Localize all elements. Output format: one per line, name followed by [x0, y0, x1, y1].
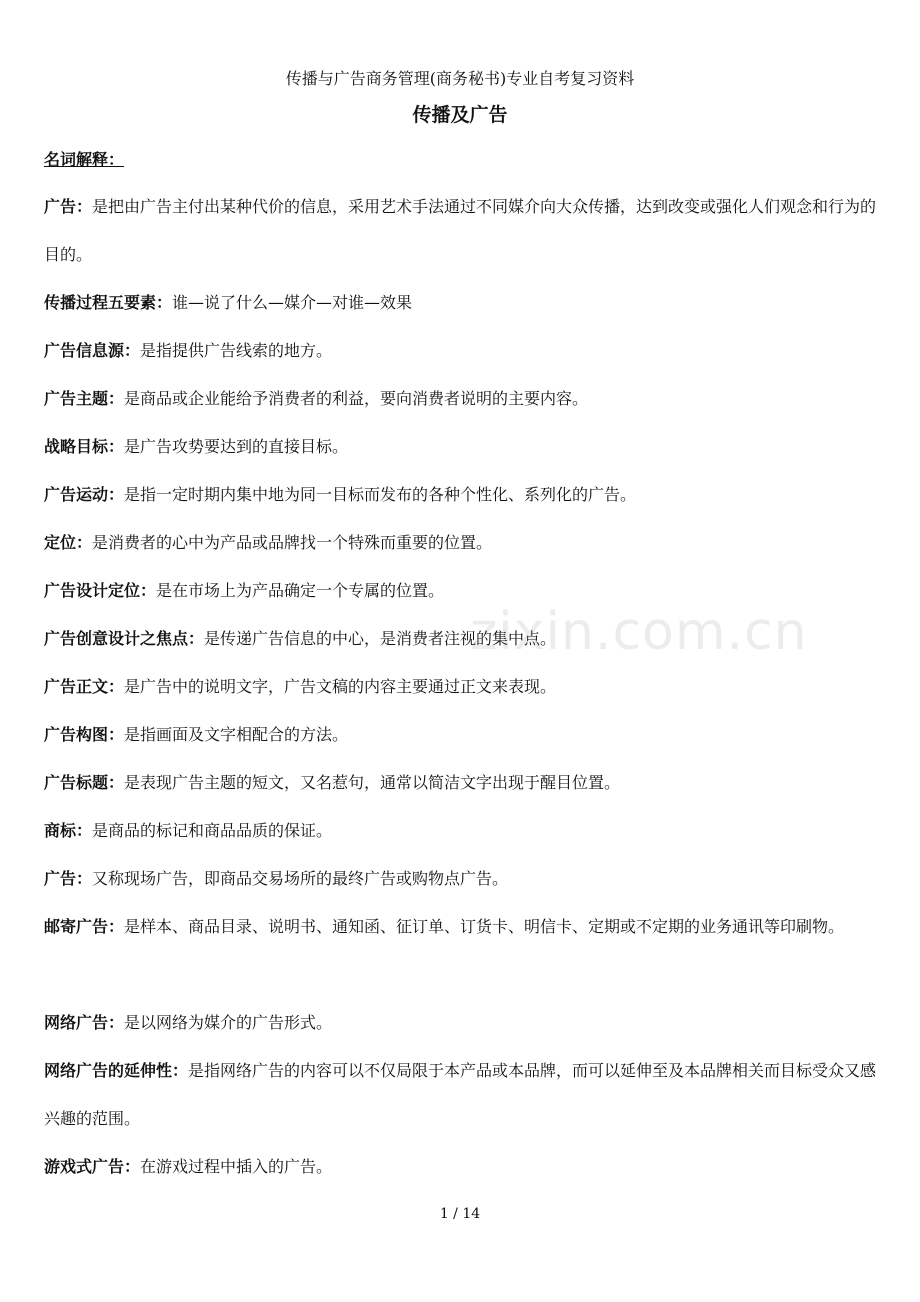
- entry-term: 广告创意设计之焦点：: [44, 629, 205, 648]
- definition-entry: [44, 855, 880, 903]
- definition-entry: [44, 1143, 880, 1191]
- entry-term: 广告：: [44, 197, 93, 216]
- entry-definition: 是把由广告主付出某种代价的信息，采用艺术手法通过不同媒介向大众传播，达到改变或强化人们观念和行为的目的。: [44, 197, 877, 264]
- entry-definition: 是以网络为媒介的广告形式。: [124, 1013, 333, 1032]
- entry-term: 广告正文：: [44, 677, 125, 696]
- watermark: zixin.com.cn: [470, 602, 808, 662]
- definition-entry: [44, 807, 880, 855]
- entry-definition: 谁—说了什么—媒介—对谁—效果: [172, 293, 413, 312]
- entry-term: 游戏式广告：: [44, 1157, 141, 1176]
- definition-entry: [44, 375, 880, 423]
- entry-term: 商标：: [44, 821, 93, 840]
- definition-entry: [44, 471, 880, 519]
- definition-entry: [44, 711, 880, 759]
- section-heading: 名词解释：: [44, 150, 125, 169]
- definition-entry: [44, 279, 880, 327]
- entry-term: 广告标题：: [44, 773, 125, 792]
- definition-entry: [44, 1047, 880, 1143]
- entry-definition: 是指提供广告线索的地方。: [140, 341, 333, 360]
- definition-entry: [44, 615, 880, 663]
- entry-definition: 是指一定时期内集中地为同一目标而发布的各种个性化、系列化的广告。: [124, 485, 637, 504]
- entry-term: 定位：: [44, 533, 93, 552]
- entry-definition: 是商品的标记和商品品质的保证。: [92, 821, 333, 840]
- definition-entry: [44, 327, 880, 375]
- entry-definition: 是商品或企业能给予消费者的利益，要向消费者说明的主要内容。: [124, 389, 589, 408]
- entry-term: 广告设计定位：: [44, 581, 157, 600]
- entry-term: 战略目标：: [44, 437, 125, 456]
- entry-definition: 是在市场上为产品确定一个专属的位置。: [156, 581, 445, 600]
- entry-term: 广告运动：: [44, 485, 125, 504]
- entry-term: 广告：: [44, 869, 93, 888]
- definition-entry: [44, 759, 880, 807]
- entry-definition: 是消费者的心中为产品或品牌找一个特殊而重要的位置。: [92, 533, 493, 552]
- definition-entry: [44, 183, 880, 279]
- entry-term: 网络广告：: [44, 1013, 125, 1032]
- entry-term: 邮寄广告：: [44, 917, 125, 936]
- entry-definition: 是指画面及文字相配合的方法。: [124, 725, 349, 744]
- entry-term: 广告信息源：: [44, 341, 141, 360]
- page-number: 1 / 14: [439, 1206, 481, 1222]
- entry-term: 广告构图：: [44, 725, 125, 744]
- entry-definition: 是广告中的说明文字，广告文稿的内容主要通过正文来表现。: [124, 677, 557, 696]
- entry-definition: 在游戏过程中插入的广告。: [140, 1157, 333, 1176]
- entry-definition: 又称现场广告，即商品交易场所的最终广告或购物点广告。: [92, 869, 509, 888]
- entry-term: 广告主题：: [44, 389, 125, 408]
- definition-entry: [44, 903, 880, 951]
- entry-definition: 是指网络广告的内容可以不仅局限于本产品或本品牌，而可以延伸至及本品牌相关而目标受众又感兴趣的范围。: [44, 1061, 877, 1128]
- definition-entry: [44, 999, 880, 1047]
- definition-entry: [44, 567, 880, 615]
- definition-entry: [44, 663, 880, 711]
- document-title: 传播及广告: [412, 104, 508, 126]
- entry-definition: 是广告攻势要达到的直接目标。: [124, 437, 349, 456]
- entry-term: 网络广告的延伸性：: [44, 1061, 189, 1080]
- entry-definition: 是样本、商品目录、说明书、通知函、征订单、订货卡、明信卡、定期或不定期的业务通讯等印刷物。: [124, 917, 845, 936]
- entry-definition: 是传递广告信息的中心，是消费者注视的集中点。: [204, 629, 557, 648]
- definition-entry: [44, 519, 880, 567]
- definition-entry: [44, 423, 880, 471]
- entry-term: 传播过程五要素：: [44, 293, 173, 312]
- document-header: 传播与广告商务管理(商务秘书)专业自考复习资料: [285, 69, 635, 88]
- entry-definition: 是表现广告主题的短文，又名惹句，通常以简洁文字出现于醒目位置。: [124, 773, 621, 792]
